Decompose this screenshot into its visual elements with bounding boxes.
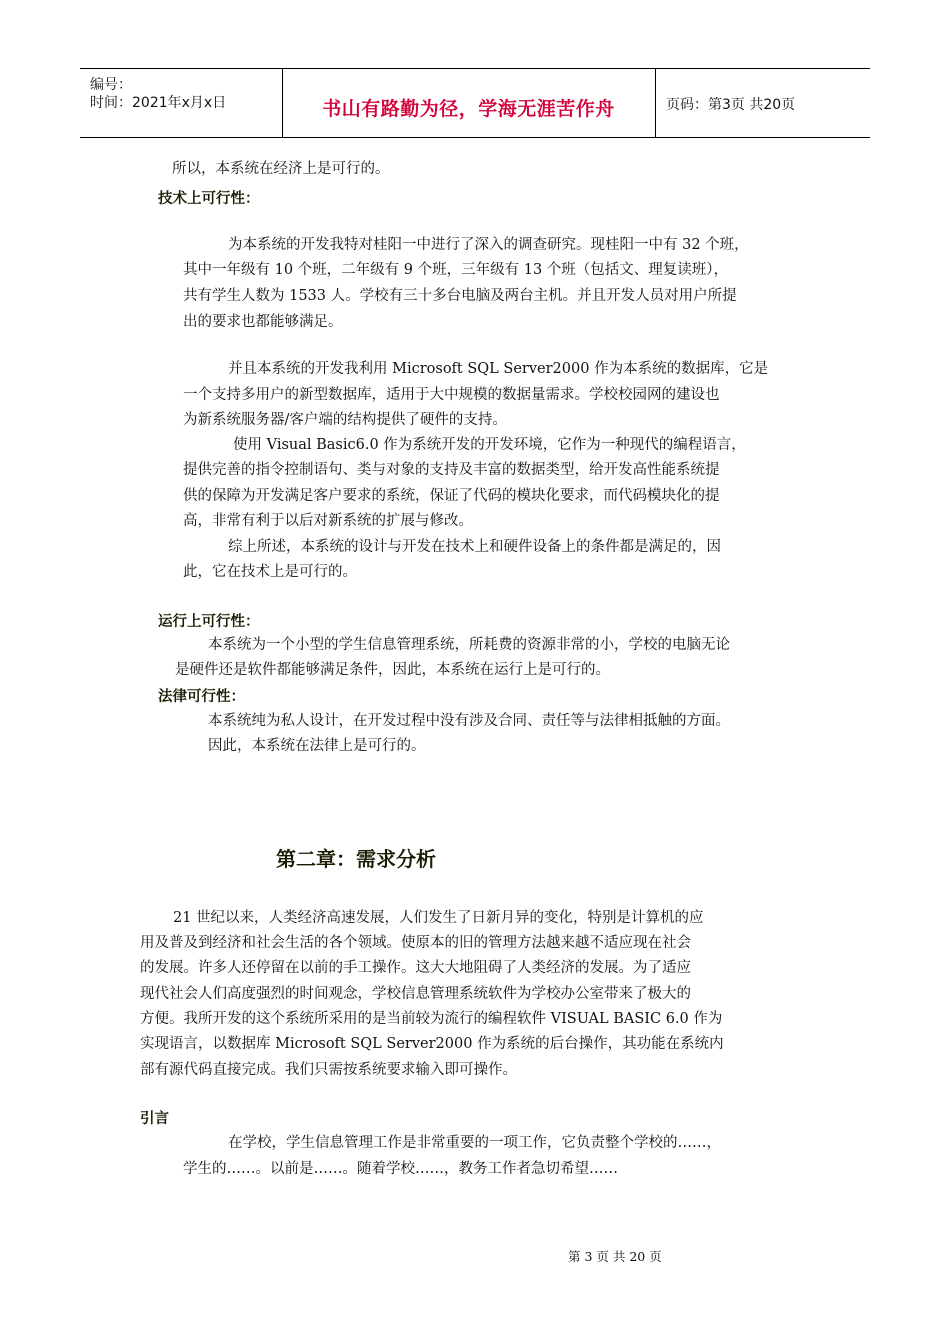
chapter2-para-line: 的发展。许多人还停留在以前的手工操作。这大大地阻碍了人类经济的发展。为了适应 (140, 960, 691, 976)
tech-para3-line: 高，非常有利于以后对新系统的扩展与修改。 (183, 513, 473, 529)
tech-para1-line: 出的要求也都能够满足。 (183, 314, 343, 330)
operational-para-line: 是硬件还是软件都能够满足条件，因此，本系统在运行上是可行的。 (175, 662, 610, 678)
chapter2-para-line: 实现语言，以数据库 Microsoft SQL Server2000 作为系统的后台操作，其功能在系统内 (140, 1036, 724, 1052)
header-motto: 书山有路勤为径，学海无涯苦作舟 (322, 98, 615, 120)
heading-introduction: 引言 (140, 1111, 169, 1127)
header-right-cell (656, 69, 870, 137)
header-center-cell (282, 69, 656, 137)
tech-para1-line: 为本系统的开发我特对桂阳一中进行了深入的调查研究。现桂阳一中有 32 个班， (228, 237, 749, 253)
document-date-label: 时间：2021年x月x日 (90, 95, 227, 111)
heading-operational-feasibility: 运行上可行性： (158, 614, 260, 630)
tech-para4-line: 此，它在技术上是可行的。 (183, 564, 357, 580)
chapter2-para-line: 现代社会人们高度强烈的时间观念，学校信息管理系统软件为学校办公室带来了极大的 (140, 986, 691, 1002)
tech-para3-line: 使用 Visual Basic6.0 作为系统开发的开发环境，它作为一种现代的编程语言， (233, 437, 746, 453)
chapter2-para-line: 用及普及到经济和社会生活的各个领域。使原本的旧的管理方法越来越不适应现在社会 (140, 935, 691, 951)
header-left-cell (80, 69, 283, 137)
operational-para-line: 本系统为一个小型的学生信息管理系统，所耗费的资源非常的小，学校的电脑无论 (208, 637, 730, 653)
legal-para-line: 因此，本系统在法律上是可行的。 (208, 738, 426, 754)
legal-para-line: 本系统纯为私人设计，在开发过程中没有涉及合同、责任等与法律相抵触的方面。 (208, 713, 730, 729)
economic-conclusion: 所以，本系统在经济上是可行的。 (172, 161, 390, 177)
document-number-label: 编号： (90, 77, 132, 93)
tech-para1-line: 其中一年级有 10 个班，二年级有 9 个班，三年级有 13 个班（包括文、理复读班）， (183, 262, 729, 278)
heading-legal-feasibility: 法律可行性： (158, 689, 245, 705)
chapter2-para-line: 方便。我所开发的这个系统所采用的是当前较为流行的编程软件 VISUAL BASIC 6.0 作为 (140, 1011, 723, 1027)
page-footer: 第 3 页 共 20 页 (568, 1249, 662, 1264)
tech-para4-line: 综上所述，本系统的设计与开发在技术上和硬件设备上的条件都是满足的，因 (228, 539, 721, 555)
tech-para3-line: 提供完善的指令控制语句、类与对象的支持及丰富的数据类型，给开发高性能系统提 (183, 462, 720, 478)
introduction-para-line: 在学校，学生信息管理工作是非常重要的一项工作，它负责整个学校的……， (228, 1135, 721, 1151)
tech-para1-line: 共有学生人数为 1533 人。学校有三十多台电脑及两台主机。并且开发人员对用户所提 (183, 288, 737, 304)
tech-para2-line: 一个支持多用户的新型数据库，适用于大中规模的数据量需求。学校校园网的建设也 (183, 387, 720, 403)
tech-para2-line: 并且本系统的开发我利用 Microsoft SQL Server2000 作为本系统的数据库，它是 (228, 361, 769, 377)
tech-para3-line: 供的保障为开发满足客户要求的系统，保证了代码的模块化要求，而代码模块化的提 (183, 488, 720, 504)
header-page-indicator: 页码：第3页 共20页 (666, 97, 796, 113)
chapter2-para-line: 部有源代码直接完成。我们只需按系统要求输入即可操作。 (140, 1062, 517, 1078)
chapter2-para-line: 21 世纪以来，人类经济高速发展，人们发生了日新月异的变化，特别是计算机的应 (173, 910, 704, 926)
heading-technical-feasibility: 技术上可行性： (158, 191, 260, 207)
chapter-title: 第二章：需求分析 (276, 847, 436, 871)
introduction-para-line: 学生的……。以前是……。随着学校……，教务工作者急切希望…… (183, 1161, 618, 1177)
page-header (80, 68, 870, 138)
tech-para2-line: 为新系统服务器/客户端的结构提供了硬件的支持。 (183, 412, 507, 428)
